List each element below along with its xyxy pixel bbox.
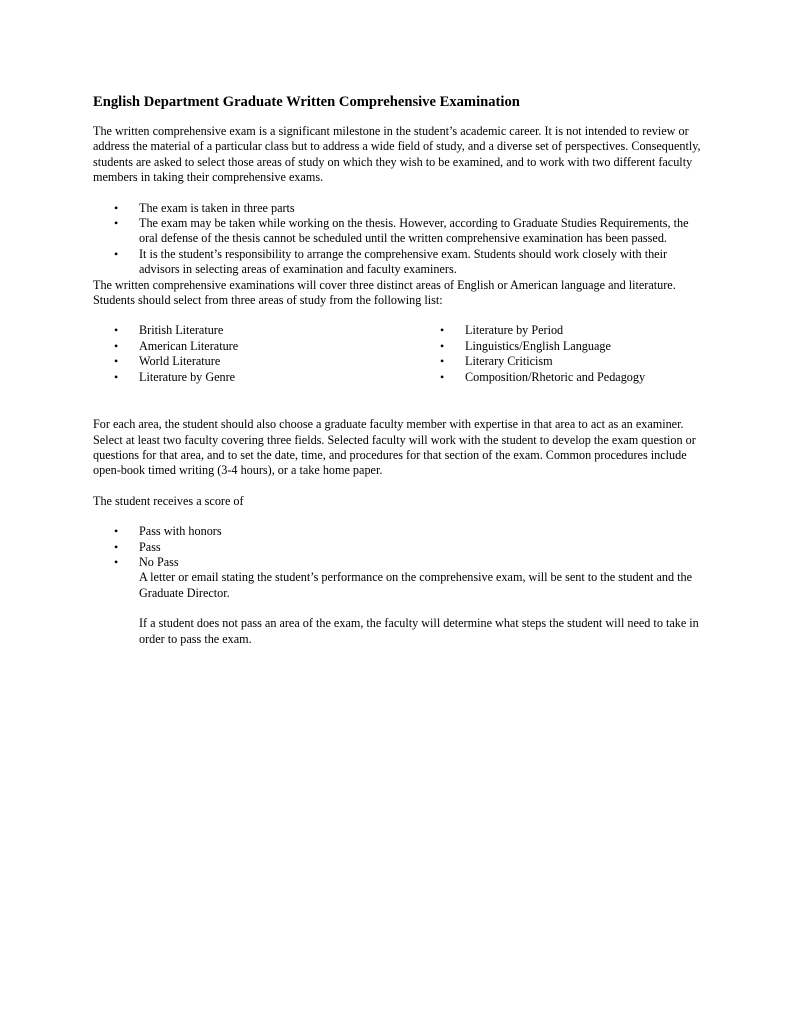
area-world-literature: World Literature [139, 354, 221, 369]
areas-list-right [419, 323, 703, 385]
bullet-icon: • [114, 338, 119, 353]
bullet-icon: • [114, 216, 119, 231]
area-literature-by-genre: Literature by Genre [139, 369, 236, 384]
bullet-icon: • [114, 246, 119, 261]
bullet-icon: • [440, 323, 445, 338]
list-item [419, 339, 703, 354]
bullet-icon: • [114, 200, 119, 215]
fail-paragraph: If a student does not pass an area of the exam, the faculty will determine what steps the student will need to take in order to pass the exam. [139, 616, 699, 646]
list-item [93, 555, 703, 570]
intro-paragraph: The written comprehensive exam is a significant milestone in the student’s academic career. It is not intended to review or address the material of a particular class but to address a wide field of study, and a diverse set of perspectives. Consequently, students are asked to select those areas of study on which they wish to be examined, and to work with two different faculty members in taking their comprehensive exams. [93, 124, 701, 185]
list-item [93, 247, 703, 278]
area-literary-criticism: Literary Criticism [465, 354, 553, 369]
bullet-icon: • [440, 338, 445, 353]
bullet-icon: • [440, 354, 445, 369]
bullet-icon: • [114, 539, 119, 554]
list-item [419, 354, 703, 369]
list-item [93, 540, 703, 555]
faculty-paragraph: For each area, the student should also choose a graduate faculty member with expertise in that area to act as an examiner. Select at least two faculty covering three fields. Selected faculty will work with the student to develop the exam question or questions for that area, and to set the date, time, and procedures for that section of the exam. Common procedures include open-book timed writing (3-4 hours), or a take home paper. [93, 417, 696, 478]
areas-columns [93, 323, 703, 385]
list-item-text: The exam is taken in three parts [139, 200, 295, 215]
area-british-literature: British Literature [139, 323, 224, 338]
bullet-icon: • [114, 354, 119, 369]
area-composition-rhetoric: Composition/Rhetoric and Pedagogy [465, 369, 646, 384]
bullet-icon: • [114, 369, 119, 384]
list-item [93, 323, 419, 338]
list-item [93, 524, 703, 539]
list-item [419, 370, 703, 385]
bullet-icon: • [114, 323, 119, 338]
score-pass: Pass [139, 539, 161, 554]
letter-paragraph: A letter or email stating the student’s performance on the comprehensive exam, will be sent to the student and the Graduate Director. [139, 570, 693, 600]
bullet-icon: • [114, 524, 119, 539]
exam-points-list [93, 201, 703, 278]
score-pass-with-honors: Pass with honors [139, 524, 222, 539]
list-item [419, 323, 703, 338]
list-item [93, 354, 419, 369]
score-no-pass: No Pass [139, 554, 179, 569]
list-item [93, 370, 419, 385]
scores-list [93, 524, 703, 570]
list-item-text: It is the student’s responsibility to arrange the comprehensive exam. Students should work closely with their advisors in selecting areas of examination and faculty examiners. [139, 246, 668, 277]
areas-intro-paragraph: The written comprehensive examinations will cover three distinct areas of English or American language and literature. Students should select from three areas of study from the following list: [93, 277, 676, 308]
document-title: English Department Graduate Written Comprehensive Examination [93, 94, 520, 110]
list-item [93, 339, 419, 354]
area-literature-by-period: Literature by Period [465, 323, 564, 338]
list-item-text: The exam may be taken while working on the thesis. However, according to Graduate Studies Requirements, the oral defense of the thesis cannot be scheduled until the written comprehensive examination has been passed. [139, 216, 689, 246]
area-linguistics: Linguistics/English Language [465, 338, 611, 353]
bullet-icon: • [114, 554, 119, 569]
document-page [93, 93, 703, 662]
areas-list-left [93, 323, 419, 385]
indented-section [93, 570, 703, 647]
list-item [93, 216, 703, 247]
area-american-literature: American Literature [139, 338, 239, 353]
list-item [93, 201, 703, 216]
bullet-icon: • [440, 369, 445, 384]
score-intro-paragraph: The student receives a score of [93, 493, 244, 508]
